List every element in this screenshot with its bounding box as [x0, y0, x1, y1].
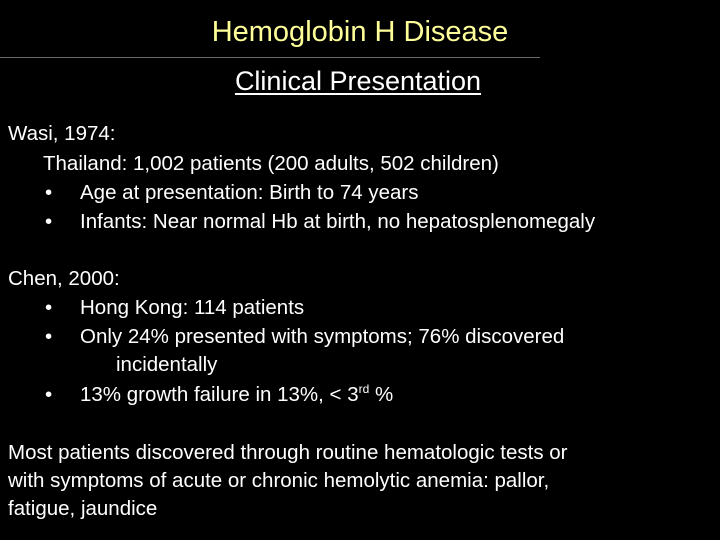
summary-line-1: Most patients discovered through routine hematologic tests or [8, 441, 568, 464]
bullet-marker: • [45, 325, 53, 348]
summary-line-2: with symptoms of acute or chronic hemolytic anemia: pallor, [8, 469, 550, 492]
bullet-marker: • [45, 181, 53, 204]
chen-heading: Chen, 2000: [8, 267, 120, 290]
slide-title: Hemoglobin H Disease [211, 16, 509, 48]
growth-percent: % [369, 383, 394, 406]
bullet-marker: • [45, 383, 53, 406]
bullet-marker: • [45, 210, 53, 233]
title-divider [0, 57, 540, 58]
wasi-subheading: Thailand: 1,002 patients (200 adults, 502 children) [43, 152, 499, 175]
chen-bullet-growth [80, 382, 393, 408]
summary-line-3: fatigue, jaundice [8, 497, 158, 520]
bullet-marker: • [45, 296, 53, 319]
chen-bullet-hongkong: Hong Kong: 114 patients [80, 296, 305, 319]
growth-text: 13% growth failure in 13%, < 3 [80, 383, 359, 406]
chen-bullet-symptoms: Only 24% presented with symptoms; 76% discovered [80, 325, 565, 348]
chen-bullet-symptoms-cont: incidentally [116, 353, 218, 376]
ordinal-suffix: rd [358, 382, 370, 396]
wasi-bullet-infants: Infants: Near normal Hb at birth, no hepatosplenomegaly [80, 210, 596, 233]
slide-subtitle: Clinical Presentation [234, 66, 482, 96]
wasi-bullet-age: Age at presentation: Birth to 74 years [80, 181, 419, 204]
wasi-heading: Wasi, 1974: [8, 122, 116, 145]
